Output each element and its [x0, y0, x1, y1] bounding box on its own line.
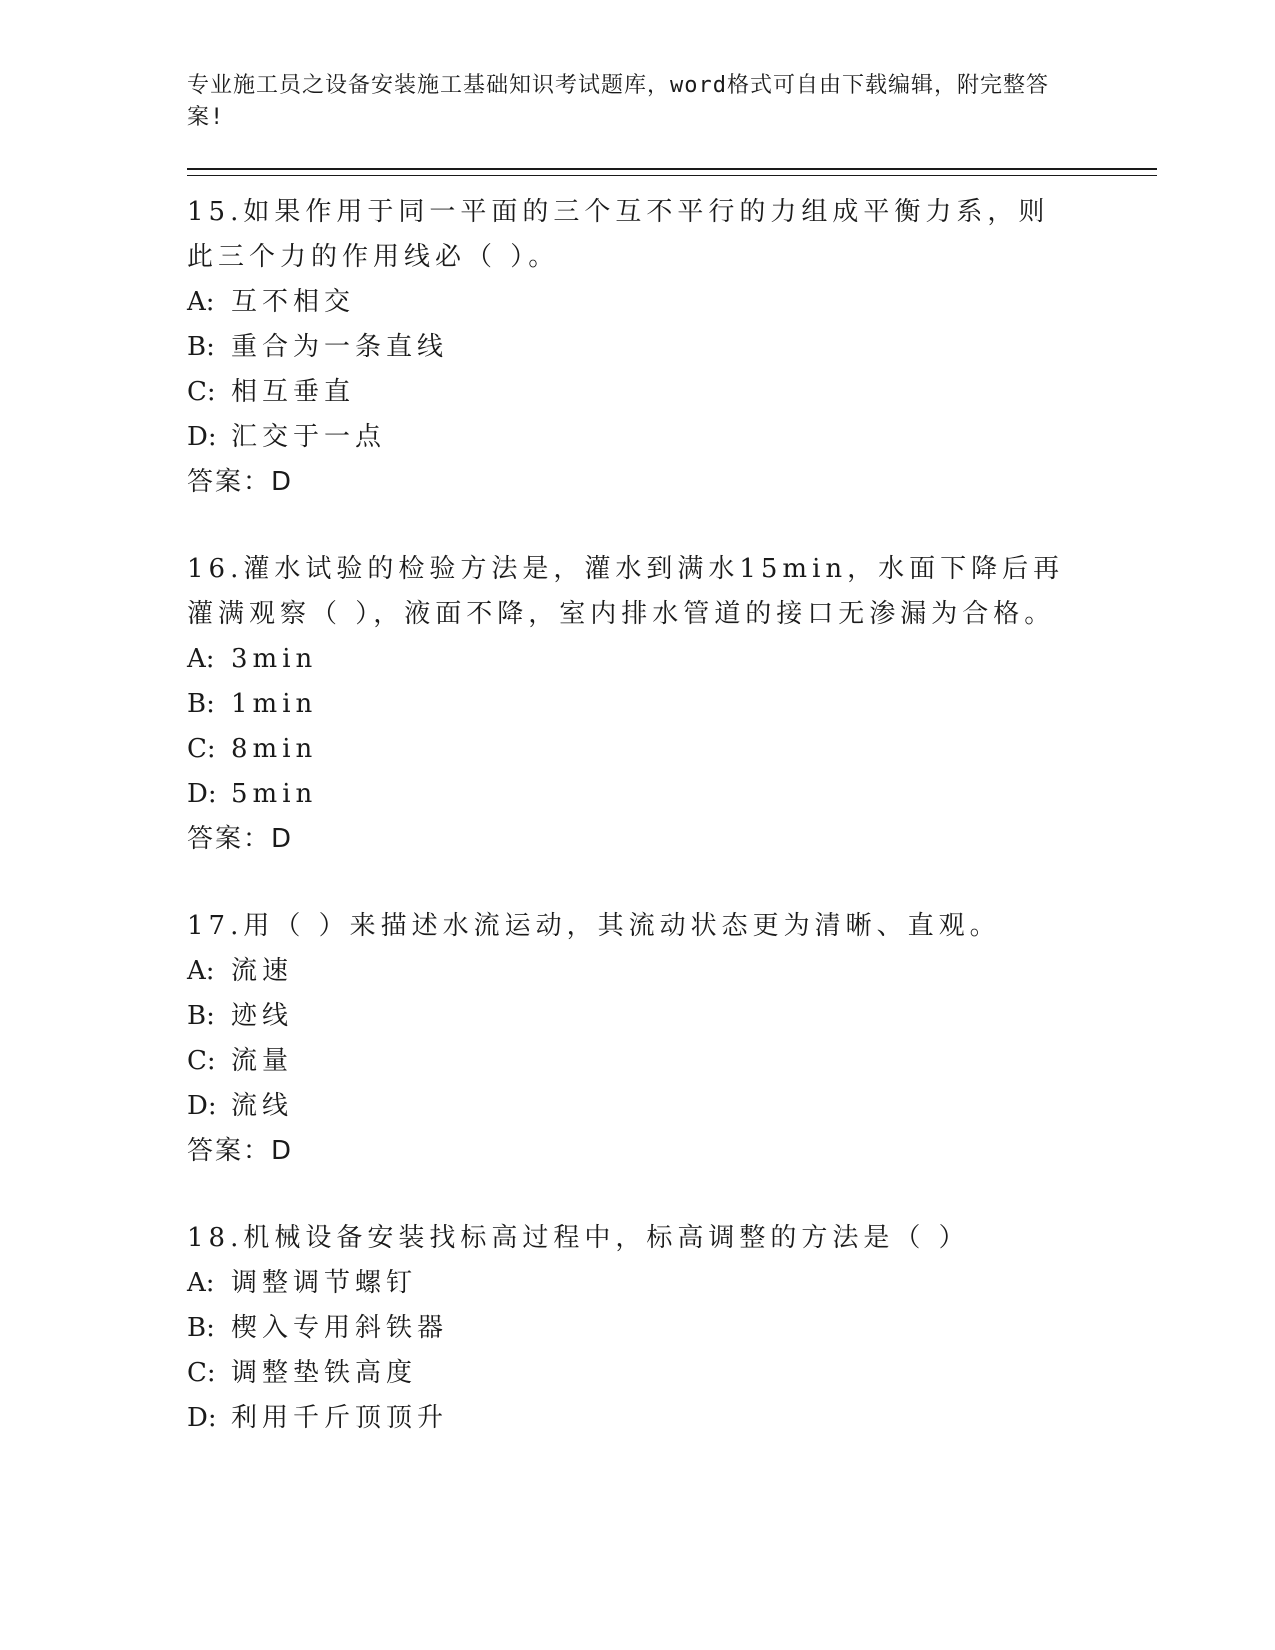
option-key: B: — [187, 1001, 215, 1031]
option-key: C: — [187, 1358, 216, 1388]
option-key: A: — [187, 644, 215, 674]
question-18 — [187, 1216, 1157, 1441]
option-key: A: — [187, 956, 215, 986]
option-key: D: — [187, 1403, 217, 1433]
option-key: A: — [187, 1268, 215, 1298]
question-stem: 15.如果作用于同一平面的三个互不平行的力组成平衡力系，则此三个力的作用线必（ ）。 — [187, 197, 1050, 272]
option-key: C: — [187, 377, 216, 407]
option-text: 相互垂直 — [231, 377, 356, 407]
answer-line: 答案：D — [187, 824, 294, 854]
option-c — [187, 370, 1157, 415]
option-text: 流量 — [231, 1046, 294, 1076]
question-stem: 16.灌水试验的检验方法是，灌水到满水15min，水面下降后再灌满观察（ ），液面不降，室内排水管道的接口无渗漏为合格。 — [187, 554, 1065, 629]
option-c — [187, 727, 1157, 772]
option-key: C: — [187, 734, 216, 764]
option-key: A: — [187, 287, 215, 317]
option-key: B: — [187, 689, 215, 719]
option-a — [187, 280, 1157, 325]
option-b — [187, 325, 1157, 370]
option-key: C: — [187, 1046, 216, 1076]
option-text: 利用千斤顶顶升 — [231, 1403, 449, 1433]
option-b — [187, 1306, 1157, 1351]
option-d — [187, 415, 1157, 460]
answer-line: 答案：D — [187, 467, 294, 497]
option-text: 互不相交 — [231, 287, 356, 317]
option-text: 迹线 — [231, 1001, 294, 1031]
option-a — [187, 637, 1157, 682]
option-b — [187, 994, 1157, 1039]
option-text: 3min — [231, 644, 318, 674]
document-header: 专业施工员之设备安装施工基础知识考试题库，word格式可自由下载编辑，附完整答案! — [187, 73, 1049, 130]
option-a — [187, 949, 1157, 994]
header-divider — [187, 168, 1157, 176]
option-key: D: — [187, 779, 217, 809]
option-text: 8min — [231, 734, 318, 764]
option-d — [187, 1396, 1157, 1441]
option-a — [187, 1261, 1157, 1306]
option-d — [187, 772, 1157, 817]
option-key: B: — [187, 332, 215, 362]
question-stem: 18.机械设备安装找标高过程中，标高调整的方法是（ ） — [187, 1223, 970, 1253]
option-text: 重合为一条直线 — [231, 332, 449, 362]
option-c — [187, 1351, 1157, 1396]
option-text: 流速 — [231, 956, 294, 986]
option-key: D: — [187, 1091, 217, 1121]
option-text: 流线 — [231, 1091, 294, 1121]
option-text: 调整调节螺钉 — [231, 1268, 418, 1298]
question-17 — [187, 904, 1157, 1174]
option-text: 楔入专用斜铁器 — [231, 1313, 449, 1343]
option-text: 1min — [231, 689, 318, 719]
option-text: 汇交于一点 — [231, 422, 387, 452]
option-c — [187, 1039, 1157, 1084]
option-key: B: — [187, 1313, 215, 1343]
question-15 — [187, 190, 1157, 505]
answer-line: 答案：D — [187, 1136, 294, 1166]
option-text: 5min — [231, 779, 318, 809]
option-b — [187, 682, 1157, 727]
question-stem: 17.用（ ）来描述水流运动，其流动状态更为清晰、直观。 — [187, 911, 1001, 941]
document-page — [187, 70, 1157, 1441]
question-16 — [187, 547, 1157, 862]
option-text: 调整垫铁高度 — [231, 1358, 418, 1388]
option-key: D: — [187, 422, 217, 452]
option-d — [187, 1084, 1157, 1129]
